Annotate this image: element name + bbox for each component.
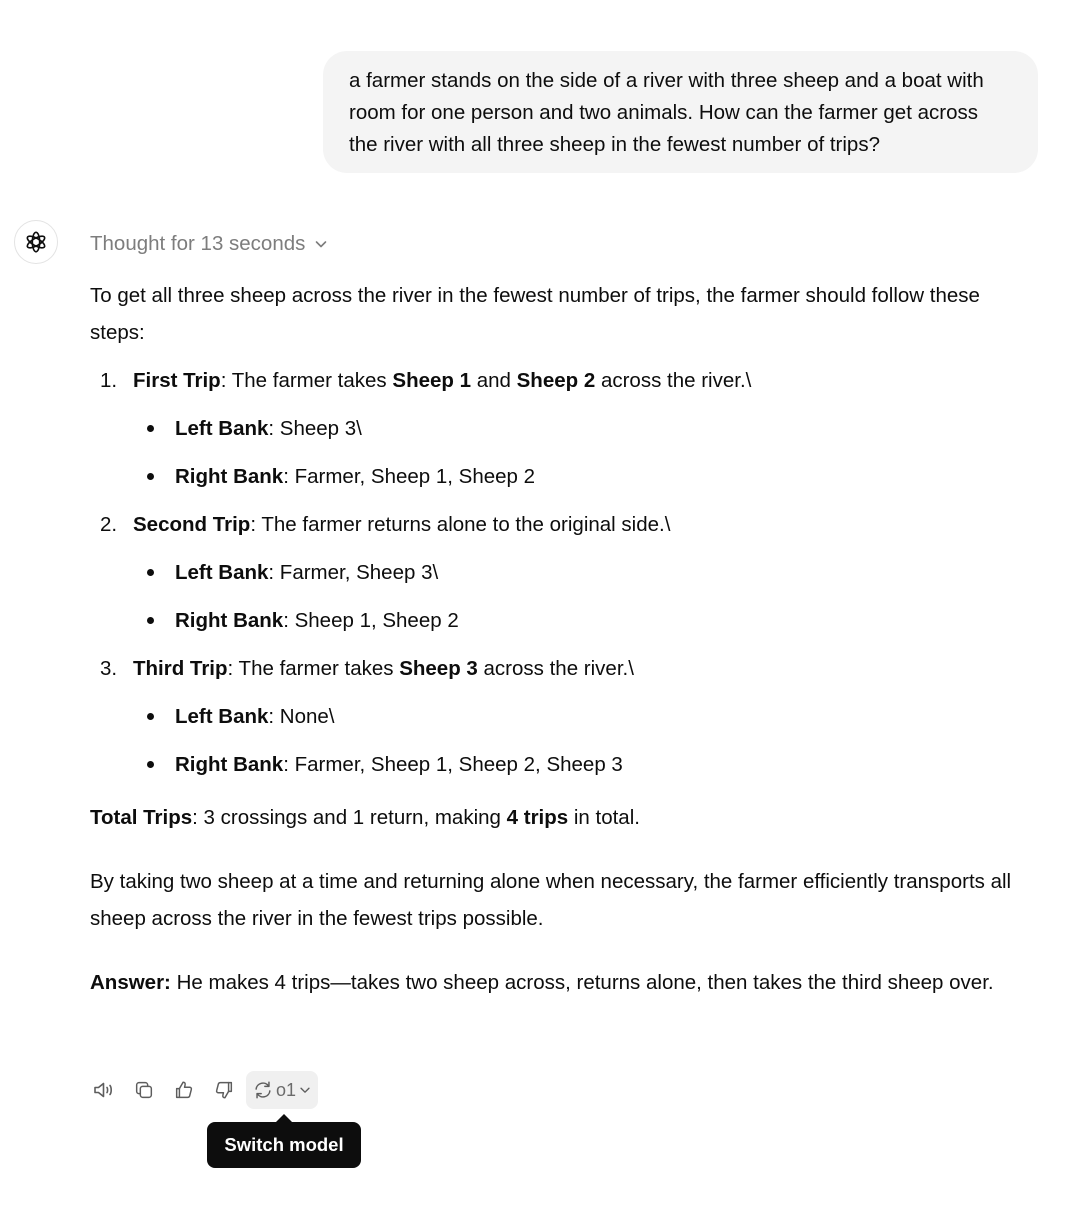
copy-icon (133, 1079, 155, 1101)
thought-label: Thought for 13 seconds (90, 232, 306, 255)
thumbs-up-icon (173, 1079, 195, 1101)
step-item (90, 506, 1020, 639)
user-message-text: a farmer stands on the side of a river with three sheep and a boat with room for one person and two animals. How can the farmer get across the river with all three sheep in the fewest number of trips? (349, 69, 984, 156)
step-number: 1. (100, 369, 118, 392)
step-item (90, 362, 1020, 495)
openai-logo-icon (23, 229, 49, 255)
thought-toggle[interactable] (90, 229, 329, 259)
bank-item: Right Bank: Farmer, Sheep 1, Sheep 2, Sheep 3 (133, 746, 1020, 783)
refresh-icon (252, 1079, 274, 1101)
bank-item: Right Bank: Farmer, Sheep 1, Sheep 2 (133, 458, 1020, 495)
summary-paragraph: By taking two sheep at a time and returning alone when necessary, the farmer efficiently transports all sheep across the river in the fewest trips possible. (90, 870, 1012, 930)
user-message-bubble (323, 51, 1038, 173)
speaker-icon (92, 1078, 116, 1102)
bank-list (133, 698, 1020, 783)
step-item (90, 650, 1020, 783)
copy-button[interactable] (126, 1071, 162, 1109)
assistant-avatar (14, 220, 58, 264)
answer-paragraph: Answer: He makes 4 trips—takes two sheep across, returns alone, then takes the third sheep over. (90, 971, 994, 994)
like-button[interactable] (166, 1071, 202, 1109)
step-text: First Trip: The farmer takes Sheep 1 and Sheep 2 across the river.\ (133, 369, 752, 392)
thumbs-down-icon (213, 1079, 235, 1101)
step-number: 3. (100, 657, 118, 680)
steps-list (90, 362, 1020, 783)
step-text: Second Trip: The farmer returns alone to the original side.\ (133, 513, 671, 536)
message-actions (86, 1071, 318, 1109)
assistant-response (90, 277, 1020, 1001)
dislike-button[interactable] (206, 1071, 242, 1109)
tooltip-text: Switch model (224, 1134, 344, 1155)
bank-list (133, 410, 1020, 495)
bank-item: Left Bank: Farmer, Sheep 3\ (133, 554, 1020, 591)
switch-model-tooltip (207, 1122, 361, 1168)
bank-item: Right Bank: Sheep 1, Sheep 2 (133, 602, 1020, 639)
bank-item: Left Bank: None\ (133, 698, 1020, 735)
switch-model-button[interactable] (246, 1071, 318, 1109)
bank-list (133, 554, 1020, 639)
step-text: Third Trip: The farmer takes Sheep 3 across the river.\ (133, 657, 634, 680)
step-number: 2. (100, 513, 118, 536)
chevron-down-icon (298, 1083, 312, 1097)
total-trips-paragraph: Total Trips: 3 crossings and 1 return, making 4 trips in total. (90, 806, 640, 829)
intro-paragraph: To get all three sheep across the river in the fewest number of trips, the farmer should follow these steps: (90, 284, 980, 344)
read-aloud-button[interactable] (86, 1071, 122, 1109)
model-label: o1 (276, 1079, 297, 1100)
chevron-down-icon (313, 236, 329, 252)
bank-item: Left Bank: Sheep 3\ (133, 410, 1020, 447)
